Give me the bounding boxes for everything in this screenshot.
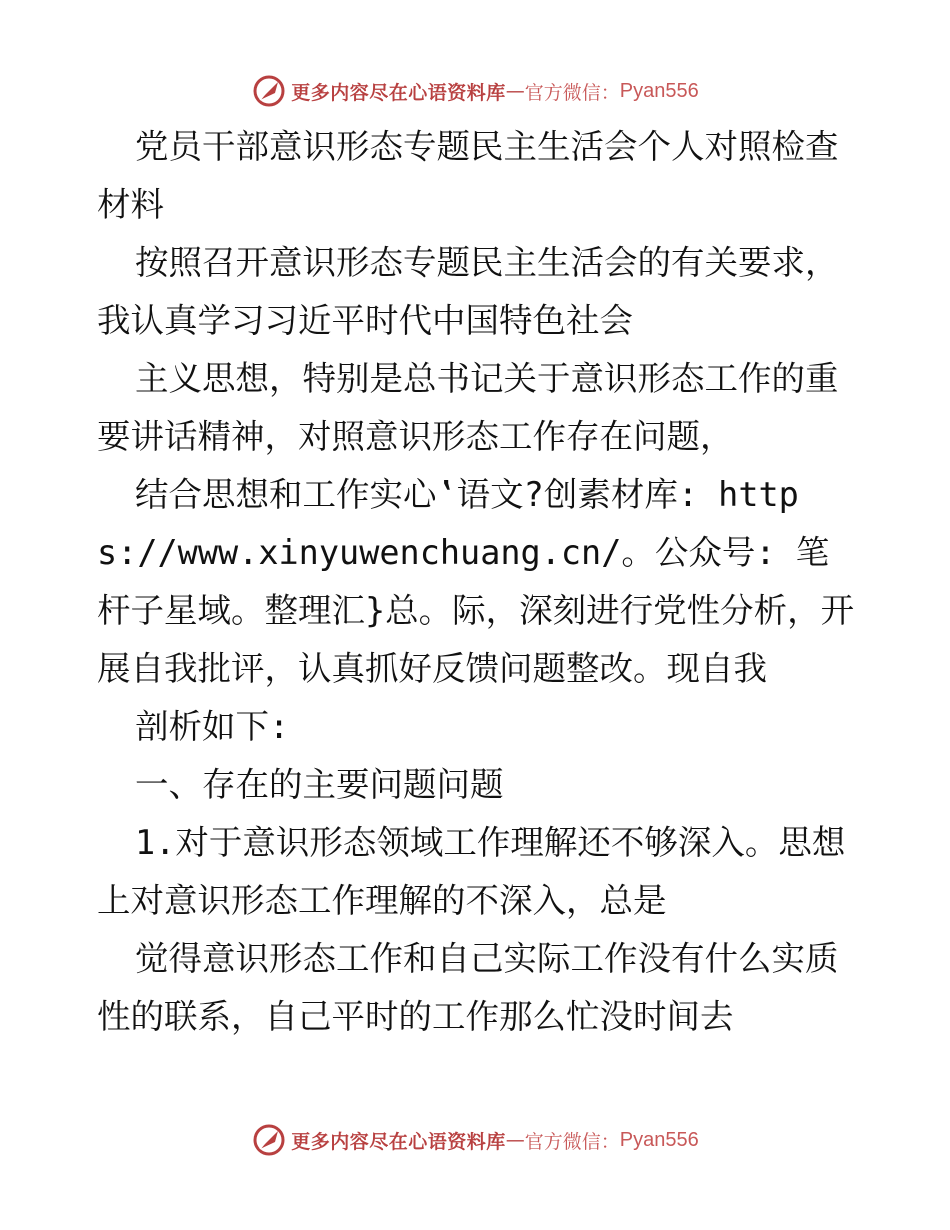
paragraph: 结合思想和工作实心‛语文?创素材库: https://www.xinyuwenchuang.cn/。公众号: 笔杆子星域。整理汇}总。际，深刻进行党性分析，开展自我批评，认真抓好反馈问题整改。现自我 [97,475,855,688]
watermark-wechat-id: Pyan556 [619,79,699,102]
watermark-wechat-id: Pyan556 [619,1128,699,1151]
paragraph: 剖析如下: [135,707,290,746]
watermark-wechat-label: 官方微信： [524,1130,620,1153]
section-heading: 一、存在的主要问题问题 [135,765,504,804]
paragraph: 1.对于意识形态领域工作理解还不够深入。思想上对意识形态工作理解的不深入，总是 [97,823,846,920]
footer-watermark [0,1120,950,1160]
watermark-separator: — [505,80,525,102]
quill-logo-icon [251,73,287,109]
header-watermark [0,71,950,111]
document-body [97,118,857,1046]
quill-logo-icon [251,1122,287,1158]
watermark-wechat-label: 官方微信： [524,81,620,104]
paragraph: 主义思想，特别是总书记关于意识形态工作的重要讲话精神，对照意识形态工作存在问题， [97,359,839,456]
watermark-separator: — [505,1129,525,1151]
watermark-promo-text: 更多内容尽在心语资料库 [291,1130,506,1153]
paragraph: 按照召开意识形态专题民主生活会的有关要求，我认真学习习近平时代中国特色社会 [97,243,839,340]
paragraph: 觉得意识形态工作和自己实际工作没有什么实质性的联系，自己平时的工作那么忙没时间去 [97,939,839,1036]
document-title: 党员干部意识形态专题民主生活会个人对照检查材料 [97,127,839,224]
watermark-promo-text: 更多内容尽在心语资料库 [291,81,506,104]
